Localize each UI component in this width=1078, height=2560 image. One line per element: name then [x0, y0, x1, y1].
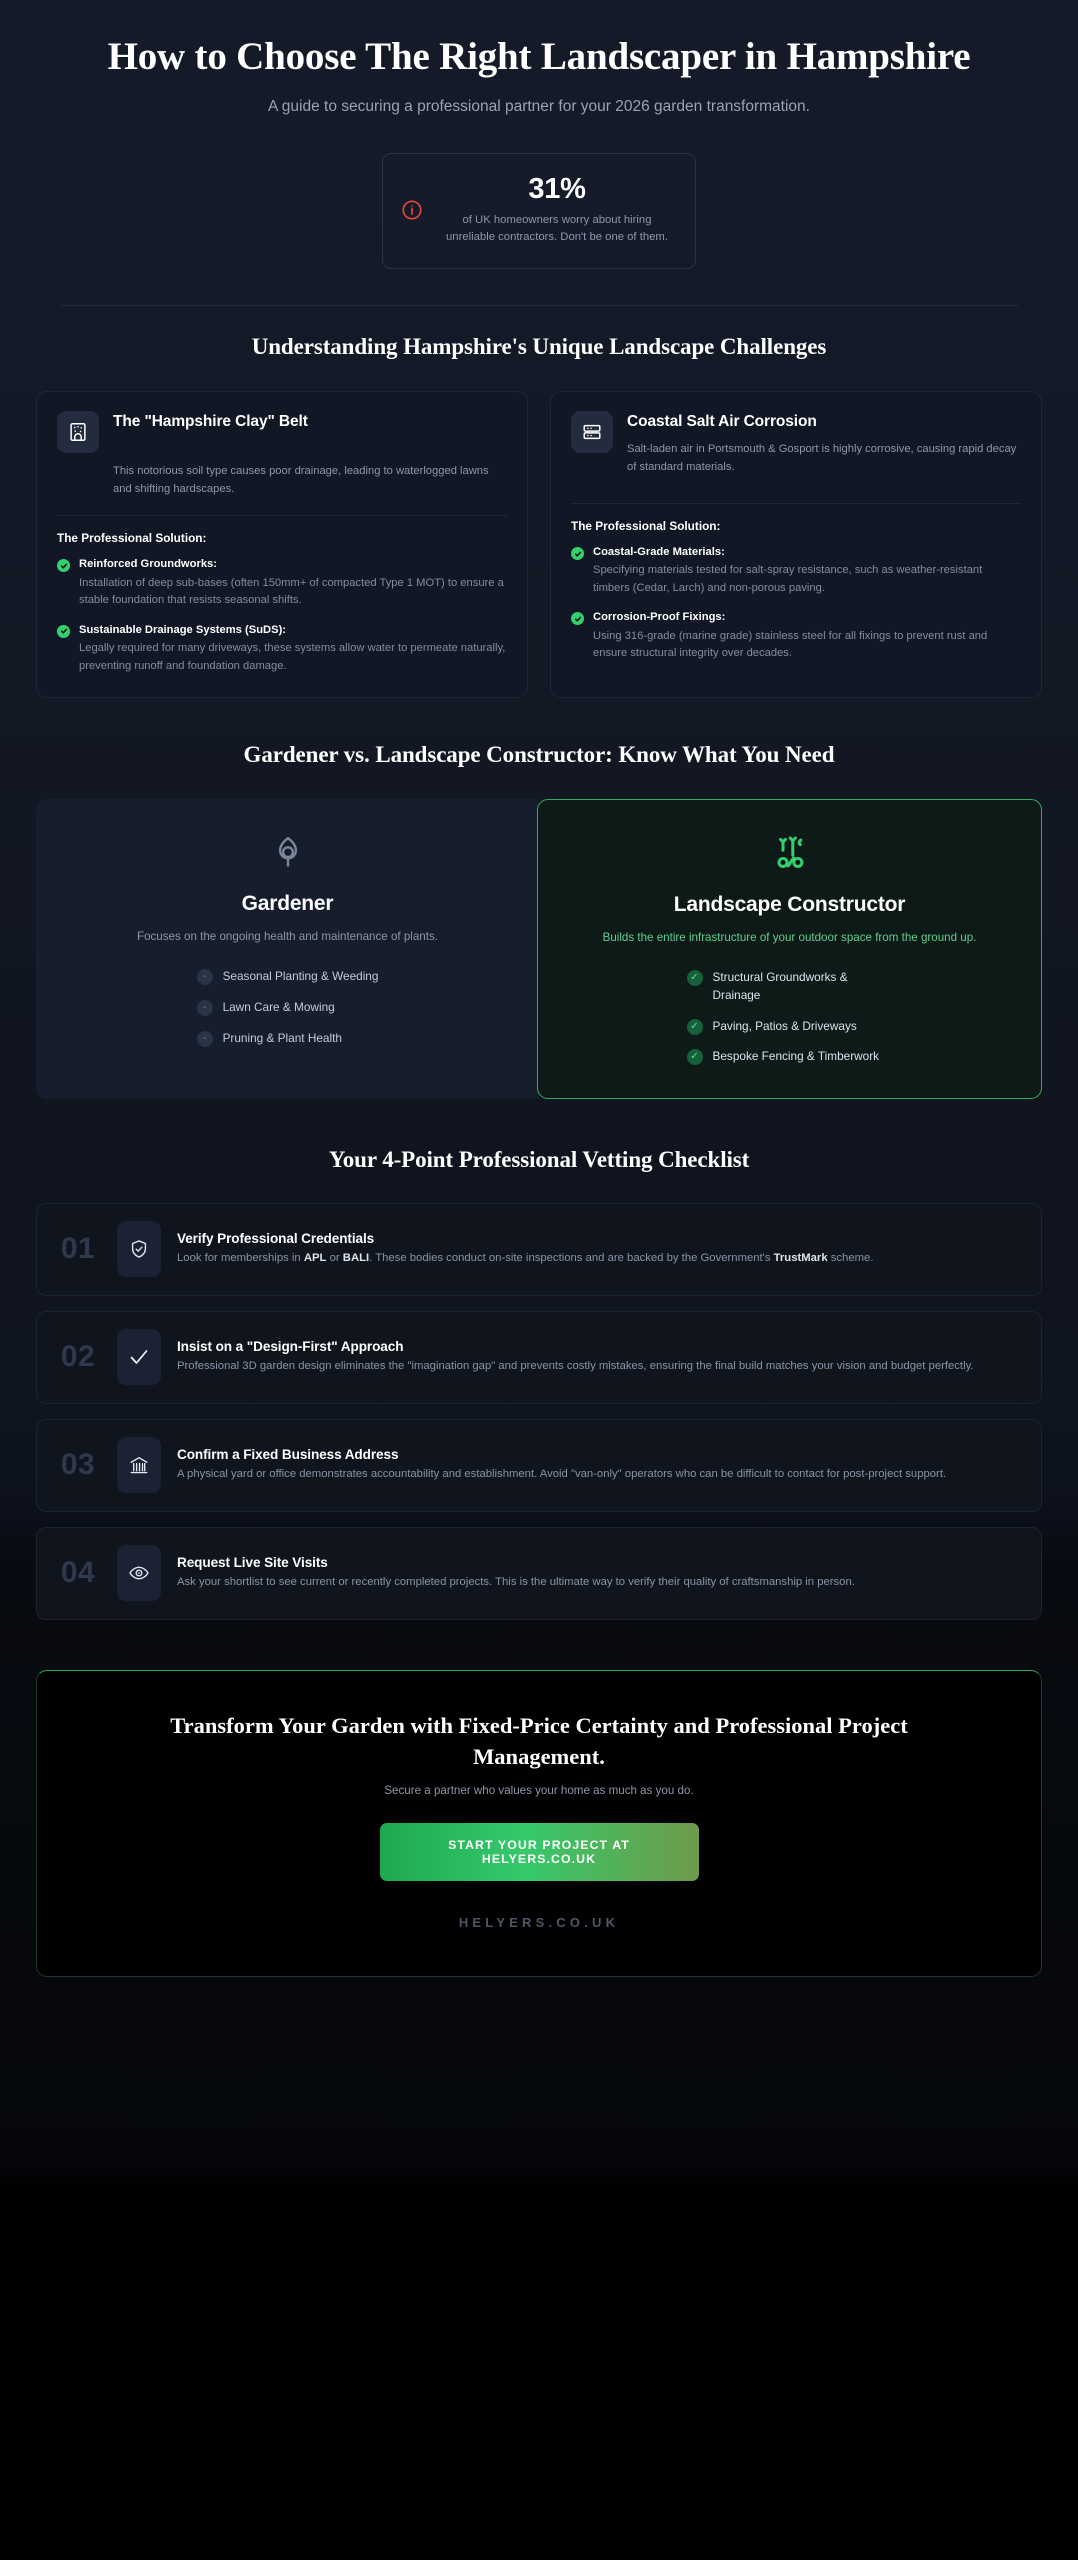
comparison-heading: Gardener vs. Landscape Constructor: Know What You Need: [243, 742, 835, 768]
brand-domain: HELYERS.CO.UK: [458, 1914, 620, 1930]
challenges-heading: Understanding Hampshire's Unique Landscape Challenges: [251, 333, 827, 359]
challenge-card-salt-air: [550, 391, 1042, 699]
checklist-row-3: [36, 1419, 1042, 1512]
challenge-card-header-text: [627, 411, 1021, 477]
stat-description: of UK homeowners worry about hiring unreliable contractors. Don't be one of them.: [446, 214, 668, 244]
list-item: [197, 999, 379, 1017]
list-item: [687, 1018, 893, 1036]
list-item: [197, 968, 379, 986]
checklist-items: [36, 1203, 1042, 1620]
comparison-section: [0, 742, 1078, 1099]
list-item-label: Paving, Patios & Driveways: [712, 1018, 857, 1033]
solution-item-text: Specifying materials tested for salt-spray resistance, such as weather-resistant timbers (Cedar, Larch) and non-porous paving.: [593, 564, 983, 594]
solution-item-body: [79, 557, 507, 609]
page-title: How to Choose The Right Landscaper in Hampshire: [107, 35, 971, 78]
solution-label: The Professional Solution:: [57, 531, 207, 546]
comparison-card-title: Gardener: [241, 892, 334, 916]
challenge-card-divider: [571, 503, 1021, 504]
solution-item-title: Coastal-Grade Materials:: [593, 546, 725, 558]
checklist-row-2: [36, 1311, 1042, 1404]
checklist-title: Verify Professional Credentials: [177, 1230, 375, 1246]
list-item: [687, 1048, 893, 1066]
cta-wrapper: [36, 1670, 1042, 1977]
list-item-label: Lawn Care & Mowing: [222, 1000, 335, 1015]
dash-bullet-icon: -: [197, 969, 213, 985]
check-circle-icon: [57, 625, 70, 638]
landscape-plan-icon: [566, 830, 1013, 876]
solution-item-text: Legally required for many driveways, these systems allow water to permeate naturally, preventing runoff and foundation damage.: [79, 642, 506, 672]
checklist-number: 04: [60, 1556, 96, 1590]
challenge-card-header: [571, 411, 1021, 477]
check-circle-icon: [571, 547, 584, 560]
soil-layers-icon: [57, 411, 99, 453]
comparison-grid: [36, 799, 1042, 1099]
eye-icon: [117, 1545, 161, 1601]
challenge-card-title: Coastal Salt Air Corrosion: [627, 412, 817, 430]
constructor-feature-list: [687, 969, 893, 1066]
solution-item-title: Sustainable Drainage Systems (SuDS):: [79, 623, 287, 636]
checklist-title: Insist on a "Design-First" Approach: [177, 1338, 404, 1354]
check-bullet-icon: ✓: [687, 1019, 703, 1035]
comparison-card-subtitle: Builds the entire infrastructure of your outdoor space from the ground up.: [602, 931, 977, 945]
checklist-number: 03: [60, 1448, 96, 1482]
checklist-text: Ask your shortlist to see current or recently completed projects. This is the ultimate way to verify their quality of craftsmanship in person.: [177, 1575, 855, 1588]
list-item: [687, 969, 893, 1004]
solution-label: The Professional Solution:: [571, 519, 721, 533]
challenges-section: [0, 334, 1078, 699]
check-circle-icon: [57, 559, 70, 572]
shield-check-icon: [117, 1221, 161, 1277]
check-bullet-icon: ✓: [687, 1049, 703, 1065]
check-mark-icon: [117, 1329, 161, 1385]
start-project-button[interactable]: START YOUR PROJECT AT HELYERS.CO.UK: [380, 1823, 699, 1881]
comparison-card-gardener: [36, 799, 539, 1099]
info-circle-icon: [401, 199, 423, 221]
solution-item-body: [593, 545, 1021, 597]
list-item: [197, 1030, 379, 1048]
comparison-card-constructor: [537, 799, 1042, 1099]
dash-bullet-icon: -: [197, 1000, 213, 1016]
page-subtitle: A guide to securing a professional partner for your 2026 garden transformation.: [268, 98, 810, 116]
solution-list: [571, 545, 1021, 663]
checklist-title: Confirm a Fixed Business Address: [177, 1446, 399, 1462]
solution-list-item: [571, 545, 1021, 597]
bank-building-icon: [117, 1437, 161, 1493]
checklist-text: A physical yard or office demonstrates accountability and establishment. Avoid "van-only" operators who can be difficult to contact for post-project support.: [177, 1467, 947, 1480]
solution-item-body: [79, 623, 507, 675]
challenge-card-divider: [57, 515, 507, 516]
gardener-feature-list: [197, 968, 379, 1047]
plant-sprout-icon: [64, 829, 511, 875]
checklist-body: [177, 1339, 1021, 1376]
challenge-card-title: The "Hampshire Clay" Belt: [113, 412, 308, 430]
challenge-card-clay-belt: [36, 391, 528, 699]
hero-section: [0, 0, 1078, 269]
solution-item-title: Corrosion-Proof Fixings:: [593, 611, 726, 624]
checklist-heading: Your 4-Point Professional Vetting Checklist: [328, 1147, 750, 1173]
solution-item-text: Installation of deep sub-bases (often 150mm+ of compacted Type 1 MOT) to ensure a stable foundation that resists seasonal shifts.: [79, 576, 504, 607]
stat-callout-box: [382, 153, 696, 269]
checklist-text: Look for memberships in APL or BALI. These bodies conduct on-site inspections and are backed by the Government's TrustMark scheme.: [177, 1251, 874, 1264]
check-circle-icon: [571, 612, 584, 625]
hero-divider: [60, 305, 1018, 306]
paving-slabs-icon: [571, 411, 613, 453]
solution-list-item: [57, 557, 507, 609]
checklist-text: Professional 3D garden design eliminates the "imagination gap" and prevents costly mistakes, ensuring the final build matches your vision and budget perfectly.: [177, 1359, 974, 1372]
list-item-label: Pruning & Plant Health: [222, 1030, 342, 1045]
solution-item-body: [593, 610, 1021, 662]
challenge-card-header: [57, 411, 507, 453]
challenge-card-description: Salt-laden air in Portsmouth & Gosport is highly corrosive, causing rapid decay of standard materials.: [627, 443, 1017, 474]
list-item-label: Seasonal Planting & Weeding: [222, 969, 379, 984]
solution-list: [57, 557, 507, 675]
challenge-card-grid: [36, 391, 1042, 699]
cta-section: [36, 1670, 1042, 1977]
challenge-card-description: This notorious soil type causes poor drainage, leading to waterlogged lawns and shifting hardscapes.: [113, 464, 489, 495]
challenge-card-header-text: [113, 411, 507, 432]
checklist-body: [177, 1231, 1021, 1268]
solution-list-item: [57, 623, 507, 675]
check-bullet-icon: ✓: [687, 970, 703, 986]
checklist-number: 01: [60, 1232, 96, 1266]
cta-title: Transform Your Garden with Fixed-Price Certainty and Professional Project Management.: [170, 1713, 908, 1769]
list-item-label: Bespoke Fencing & Timberwork: [712, 1049, 880, 1064]
comparison-card-title: Landscape Constructor: [673, 893, 906, 917]
solution-item-title: Reinforced Groundworks:: [79, 558, 217, 571]
checklist-number: 02: [60, 1340, 96, 1374]
comparison-card-subtitle: Focuses on the ongoing health and maintenance of plants.: [136, 930, 438, 944]
stat-body: [437, 173, 677, 247]
checklist-title: Request Live Site Visits: [177, 1554, 328, 1570]
cta-subtitle: Secure a partner who values your home as much as you do.: [384, 1783, 694, 1797]
list-item-label: Structural Groundworks & Drainage: [712, 970, 848, 1003]
solution-item-text: Using 316-grade (marine grade) stainless steel for all fixings to prevent rust and ensure structural integrity over decades.: [593, 629, 988, 660]
checklist-body: [177, 1555, 1021, 1592]
dash-bullet-icon: -: [197, 1031, 213, 1047]
solution-list-item: [571, 610, 1021, 662]
checklist-row-4: [36, 1527, 1042, 1620]
checklist-row-1: [36, 1203, 1042, 1296]
checklist-body: [177, 1447, 1021, 1484]
stat-value: 31%: [528, 172, 586, 205]
checklist-section: [0, 1147, 1078, 1620]
